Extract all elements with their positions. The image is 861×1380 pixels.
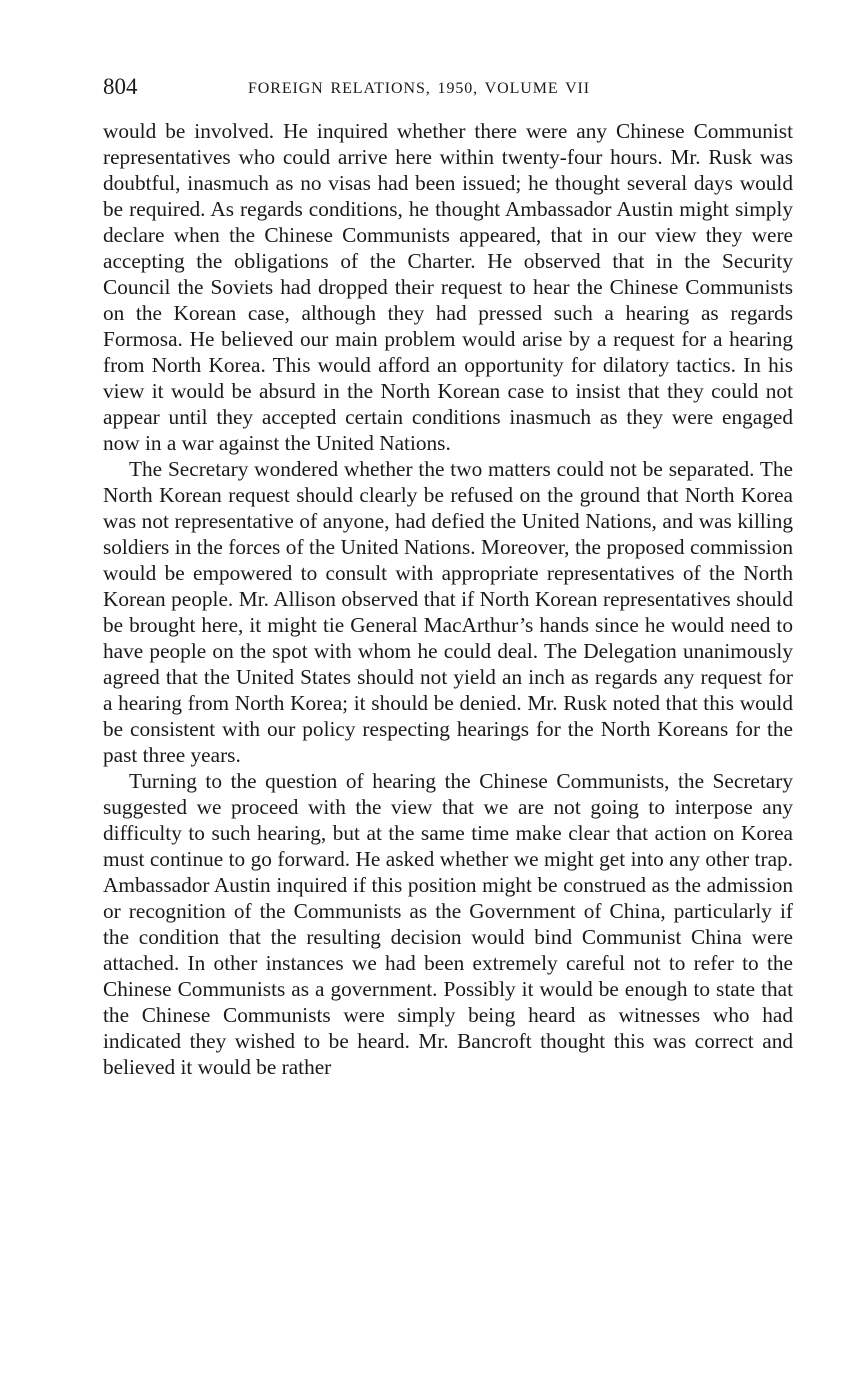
page-number: 804 (103, 74, 138, 99)
paragraph-continued: would be involved. He inquired whether there were any Chinese Communist representatives who could arrive here within twenty-four hours. Mr. Rusk was doubtful, inasmuch as no visas had been issued; he thought several days would be required. As regards conditions, he thought Ambassador Austin might simply declare when the Chinese Communists appeared, that in our view they were accepting the obligations of the Charter. He observed that in the Security Council the Soviets had dropped their request to hear the Chinese Communists on the Korean case, although they had pressed such a hearing as regards Formosa. He believed our main problem would arise by a request for a hearing from North Korea. This would afford an opportunity for dilatory tactics. In his view it would be absurd in the North Korean case to insist that they could not appear until they accepted certain conditions inasmuch as they were engaged now in a war against the United Nations. (103, 119, 793, 455)
body-text (103, 118, 793, 1080)
paragraph-secretary-separation: The Secretary wondered whether the two matters could not be separated. The North Korean request should clearly be refused on the ground that North Korea was not representative of anyone, had defied the United Nations, and was killing soldiers in the forces of the United Nations. Moreover, the proposed commission would be empowered to consult with appropriate representatives of the North Korean people. Mr. Allison observed that if North Korean representatives should be brought here, it might tie General MacArthur’s hands since he would need to have people on the spot with whom he could deal. The Delegation unanimously agreed that the United States should not yield an inch as regards any request for a hearing from North Korea; it should be denied. Mr. Rusk noted that this would be consistent with our policy respecting hearings for the North Koreans for the past three years. (103, 457, 793, 767)
running-header (103, 74, 793, 104)
running-title: FOREIGN RELATIONS, 1950, VOLUME VII (248, 80, 591, 97)
page-content (103, 74, 793, 1080)
paragraph-chinese-communists-hearing: Turning to the question of hearing the Chinese Communists, the Secretary suggested we proceed with the view that we are not going to interpose any difficulty to such hearing, but at the same time make clear that action on Korea must continue to go forward. He asked whether we might get into any other trap. Ambassador Austin inquired if this position might be construed as the admission or recognition of the Communists as the Government of China, particularly if the condition that the resulting decision would bind Communist China were attached. In other instances we had been extremely careful not to refer to the Chinese Communists as a government. Possibly it would be enough to state that the Chinese Communists were simply being heard as witnesses who had indicated they wished to be heard. Mr. Bancroft thought this was correct and believed it would be rather (103, 769, 793, 1079)
